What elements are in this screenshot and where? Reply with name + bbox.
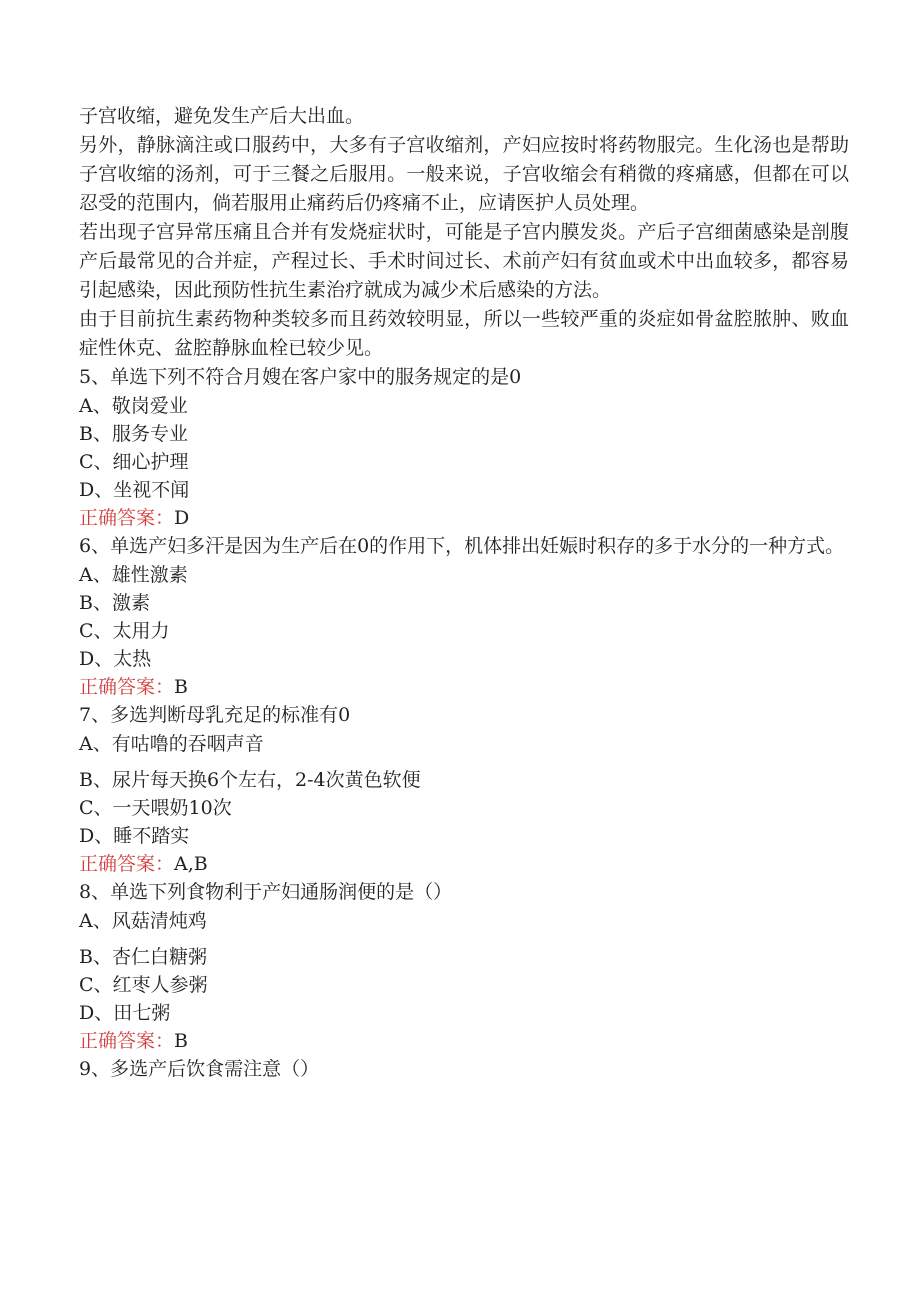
option-d: D、田七粥: [79, 1002, 171, 1024]
answer-value: B: [174, 1030, 188, 1052]
correct-answer: [79, 1027, 849, 1055]
question-title: 9、多选产后饮食需注意（）: [79, 1058, 320, 1080]
question-block: [79, 532, 849, 701]
answer-label: 正确答案：: [79, 853, 175, 875]
option-a: A、敬岗爱业: [79, 395, 188, 417]
option-c: C、一天喂奶10次: [79, 797, 232, 819]
question-title: 7、多选判断母乳充足的标准有0: [79, 704, 351, 726]
answer-value: D: [174, 507, 190, 529]
question-block: [79, 1055, 849, 1084]
option-c: C、太用力: [79, 620, 170, 642]
option-b: B、服务专业: [79, 423, 188, 445]
answer-label: 正确答案：: [79, 1030, 175, 1052]
option-c: C、红枣人参粥: [79, 974, 208, 996]
answer-label: 正确答案：: [79, 507, 175, 529]
question-title: 6、单选产妇多汗是因为生产后在0的作用下，机体排出妊娠时积存的多于水分的一种方式。: [79, 535, 845, 557]
option-c: C、细心护理: [79, 451, 189, 473]
option-b: B、尿片每天换6个左右，2-4次黄色软便: [79, 769, 421, 791]
option-d: D、坐视不闻: [79, 479, 190, 501]
answer-label: 正确答案：: [79, 676, 175, 698]
paragraph: 若出现子宫异常压痛且合并有发烧症状时，可能是子宫内膜发炎。产后子宫细菌感染是剖腹产后最常见的合并症，产程过长、手术时间过长、术前产妇有贫血或术中出血较多，都容易引起感染，因此预防性抗生素治疗就成为减少术后感染的方法。: [79, 221, 849, 301]
option-a: A、有咕噜的吞咽声音: [79, 733, 264, 755]
question-block: [79, 701, 849, 878]
paragraph: 由于目前抗生素药物种类较多而且药效较明显，所以一些较严重的炎症如骨盆腔脓肿、败血症性休克、盆腔静脉血栓已较少见。: [79, 308, 849, 359]
option-b: B、杏仁白糖粥: [79, 946, 207, 968]
question-block: [79, 363, 849, 532]
paragraph: 另外，静脉滴注或口服药中，大多有子宫收缩剂，产妇应按时将药物服完。生化汤也是帮助子宫收缩的汤剂，可于三餐之后服用。一般来说，子宫收缩会有稍微的疼痛感，但都在可以忍受的范围内，倘若服用止痛药后仍疼痛不止，应请医护人员处理。: [79, 134, 849, 214]
question-title: 5、单选下列不符合月嫂在客户家中的服务规定的是0: [79, 366, 522, 388]
answer-value: B: [174, 676, 188, 698]
option-b: B、激素: [79, 592, 150, 614]
question-block: [79, 878, 849, 1055]
option-a: A、雄性激素: [79, 564, 188, 586]
correct-answer: [79, 504, 849, 532]
answer-value: A,B: [174, 853, 208, 875]
option-d: D、睡不踏实: [79, 825, 190, 847]
option-d: D、太热: [79, 648, 152, 670]
correct-answer: [79, 850, 849, 878]
question-title: 8、单选下列食物利于产妇通肠润便的是（）: [79, 881, 453, 903]
paragraph: 子宫收缩，避免发生产后大出血。: [79, 105, 365, 127]
correct-answer: [79, 673, 849, 701]
option-a: A、风菇清炖鸡: [79, 910, 207, 932]
document-body: [79, 102, 849, 1084]
